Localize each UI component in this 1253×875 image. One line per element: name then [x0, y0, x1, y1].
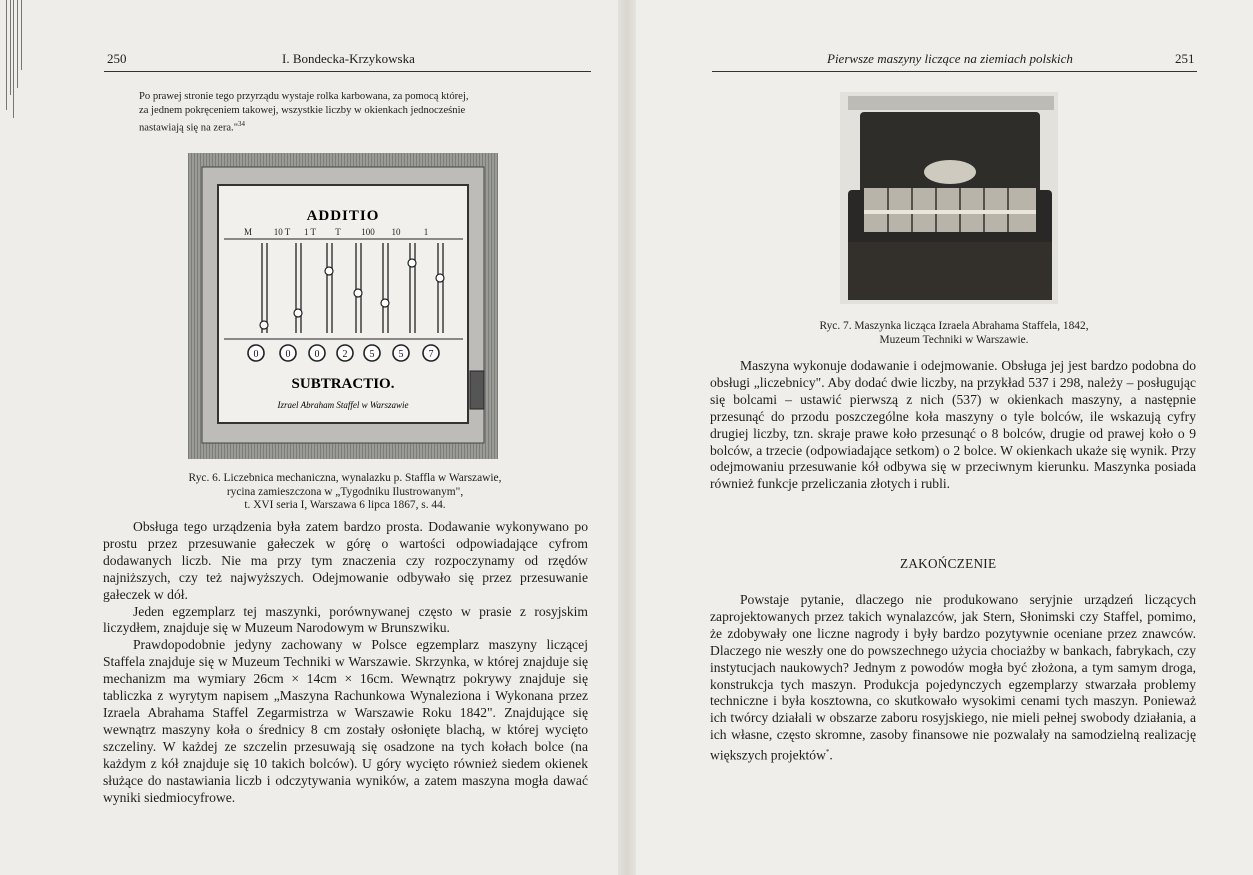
figure-6-caption	[138, 472, 552, 513]
block-quote	[139, 90, 552, 135]
footnote-ref-34: 34	[238, 119, 246, 128]
page-number-left: 250	[107, 51, 127, 66]
caption-line: Ryc. 7. Maszynka licząca Izraela Abrahama Staffela, 1842,	[819, 320, 1089, 332]
quote-line-text: nastawiają się na zera."	[139, 122, 239, 134]
figure-6-additio-illustration	[188, 153, 498, 459]
column-label: 100	[361, 227, 375, 237]
column-label: M	[243, 227, 253, 237]
conclusion-paragraph-text: Powstaje pytanie, dlaczego nie produkowano seryjnie urządzeń liczących zaprojektowanych przez takich wynalazców, jak Stern, Słonimski czy Staffel, pomimo, że zdobywały one liczne nagrody i były bardzo pozytywnie oceniane przez znawców. Dlaczego nie weszły one do powszechnego użycia chociażby w bankach, fabrykach, czy instytucjach naukowych? Jednym z powodów mogła być złożona, a tym samym droga, konstrukcja tych maszyn. Produkcja pojedynczych egzemplarzy stwarzała problemy techniczne i była kosztowna, co skutkowało wysokimi cenami tych maszyn. Ponieważ ich twórcy działali w obszarze zaboru rosyjskiego, nie mieli pełnej swobody działania, a ich własne, często skromne, zasoby finansowe nie pozwalały na samodzielną realizację większych projektów	[710, 592, 1196, 763]
running-head-author: I. Bondecka-Krzykowska	[282, 51, 415, 66]
dial-digit: 5	[398, 349, 404, 360]
paragraph: Jeden egzemplarz tej maszynki, porównywanej często w prasie z rosyjskim liczydłem, znajduje się w Muzeum Narodowym w Brunszwiku.	[103, 603, 588, 636]
figure-7-staffel-machine-photo	[840, 92, 1058, 304]
dial-digit: 0	[253, 349, 259, 360]
subtractio-label: SUBTRACTIO.	[291, 376, 395, 392]
quote-line: Po prawej stronie tego przyrządu wystaje rolka karbowana, za pomocą której,	[139, 91, 469, 102]
header-rule-left	[104, 71, 591, 72]
right-body-text	[710, 358, 1196, 493]
binding-edge	[4, 0, 26, 120]
paragraph: Powstaje pytanie, dlaczego nie produkowano seryjnie urządzeń liczących zaprojektowanych przez takich wynalazców, jak Stern, Słonimski czy Staffel, pomimo, że zdobywały one liczne nagrody i były bardzo pozytywnie oceniane przez znawców. Dlaczego nie weszły one do powszechnego użycia chociażby w bankach, fabrykach, czy instytucjach naukowych? Jednym z powodów mogła być złożona, a tym samym droga, konstrukcja tych maszyn. Produkcja pojedynczych egzemplarzy stwarzała problemy techniczne i była kosztowna, co skutkowało wysokimi cenami tych maszyn. Ponieważ ich twórcy działali w obszarze zaboru rosyjskiego, nie mieli pełnej swobody działania, a ich własne, często skromne, zasoby finansowe nie pozwalały na samodzielną realizację większych projektów*.	[710, 592, 1196, 763]
conclusion-text	[710, 592, 1196, 765]
dial-digit: 5	[369, 349, 375, 360]
quote-line-last	[139, 118, 552, 135]
column-label: 10	[391, 227, 401, 237]
caption-line: rycina zamieszczona w „Tygodniku Ilustrowanym",	[226, 485, 464, 498]
paragraph: Maszyna wykonuje dodawanie i odejmowanie. Obsługa jej jest bardzo podobna do obsługi „liczebnicy". Aby dodać dwie liczby, na przykład 537 i 298, należy – posługując się bolcami – ustawić pierwszą z nich (537) w okienkach maszyny, a następnie przesunąć do przodu poszczególne koła maszyny o tyle bolców, ile wskazują cyfry drugiej liczby, tzn. skraje prawe koło przesunąć o 8 bolców, drugie od prawej koło o 9 bolców, a trzecie (odpowiadające setkom) o 2 bolce. W okienkach ukaże się wynik. Przy odejmowaniu przesuwanie kół odbywa się w przeciwnym kierunku. Maszynka posiada również funkcje przeliczania złotych i rubli.	[710, 358, 1196, 492]
paragraph: Prawdopodobnie jedyny zachowany w Polsce egzemplarz maszyny liczącej Staffela znajduje się w Muzeum Techniki w Warszawie. Skrzynka, w której znajduje się mechanizm ma wymiary 26cm × 14cm × 16cm. Wewnątrz pokrywy znajduje się tabliczka z wyrytym napisem „Maszyna Rachunkowa Wynaleziona i Wykonana przez Izraela Abrahama Staffel Zegarmistrza w Warszawie Roku 1842". Znajdujące się wewnątrz maszyny koła o średnicy 8 cm zostały osłonięte blachą, w której wycięto szczeliny. W każdej ze szczelin przesuwają się osadzone na tych kołach bolce (na każdym z kół znajduje się 10 takich bolców). U góry wycięto również siedem okienek służące do nastawiania liczb i odczytywania wyników, a zatem maszyna mogła dawać wyniki siedmiocyfrowe.	[103, 637, 588, 805]
caption-line: t. XVI seria I, Warszawa 6 lipca 1867, s. 44.	[244, 499, 446, 512]
column-label: T	[335, 227, 341, 237]
book-gutter	[618, 0, 636, 875]
column-label: 1	[423, 227, 429, 237]
maker-signature: Izrael Abraham Staffel w Warszawie	[277, 400, 409, 410]
page-number-right: 251	[1175, 51, 1195, 66]
section-heading-zakonczenie: ZAKOŃCZENIE	[900, 556, 997, 571]
column-label: 1 T	[303, 227, 317, 237]
paragraph: Obsługa tego urządzenia była zatem bardzo prosta. Dodawanie wykonywano po prostu przez przesuwanie gałeczek w górę o wartości odpowiadające cyfrom dodawanych liczb. Nie ma przy tym znaczenia czy rozpoczynamy od rzędów najniższych, czy też najwyższych. Odejmowanie odbywało się przez przesuwanie gałeczek w dół.	[103, 519, 588, 602]
footnote-mark: *	[825, 748, 830, 757]
quote-line: za jednem pokręceniem takowej, wszystkie liczby w okienkach jednocześnie	[139, 104, 466, 116]
dial-digit: 2	[342, 349, 348, 360]
left-body-text	[103, 519, 588, 806]
figure-7-caption	[744, 320, 1164, 347]
header-rule-right	[712, 71, 1197, 72]
caption-line: Muzeum Techniki w Warszawie.	[879, 333, 1029, 346]
caption-line: Ryc. 6. Liczebnica mechaniczna, wynalazku p. Staffla w Warszawie,	[188, 472, 502, 484]
dial-digit: 0	[314, 349, 320, 360]
running-head-title: Pierwsze maszyny liczące na ziemiach polskich	[827, 51, 1073, 66]
dial-digit: 0	[285, 349, 291, 360]
column-label: 10 T	[273, 227, 291, 237]
dial-digit: 7	[428, 349, 434, 360]
additio-label: ADDITIO	[306, 208, 380, 224]
